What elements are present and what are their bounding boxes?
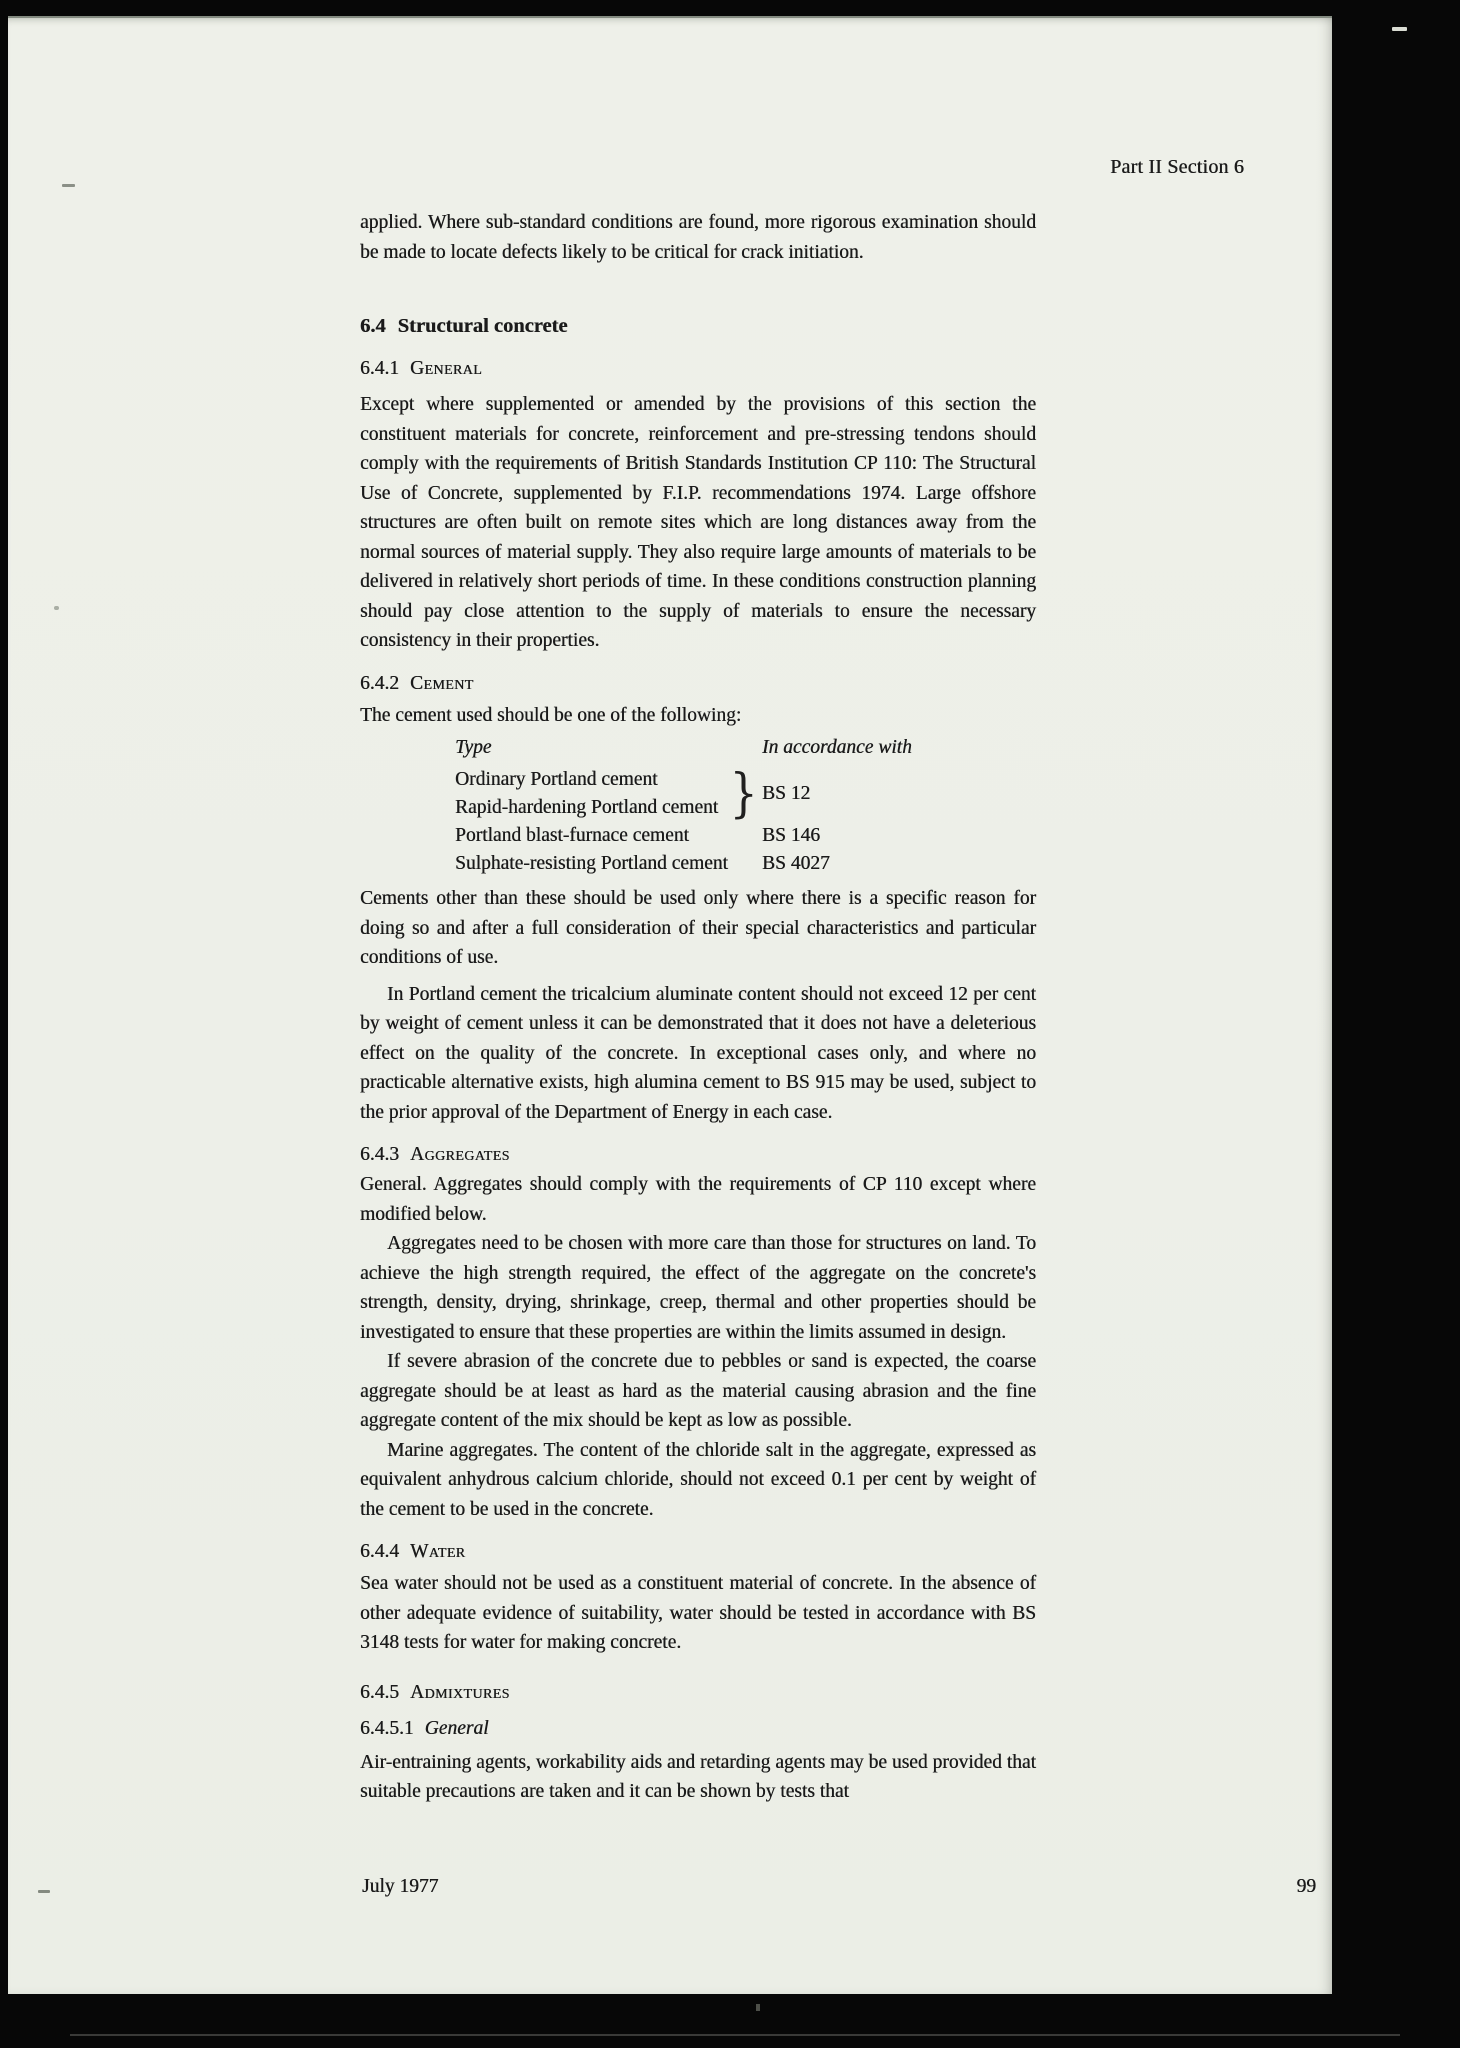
scanner-bed-edge-line	[70, 2034, 1400, 2036]
table-cell-type: Portland blast-furnace cement	[455, 825, 689, 846]
scan-artifact-dash	[62, 184, 75, 187]
paragraph-cements-other: Cements other than these should be used only where there is a specific reason for doing so and after a full consideration of their special characteristics and particular conditions of use.	[360, 888, 1036, 968]
cement-types-table	[455, 732, 1036, 878]
paragraph-aggregates-general: General. Aggregates should comply with the requirements of CP 110 except where modified below.	[360, 1174, 1036, 1225]
braced-cement-types	[455, 766, 727, 821]
subsection-number: 6.4.5	[360, 1681, 399, 1703]
table-cell-type: Sulphate-resisting Portland cement	[455, 853, 728, 874]
running-head: Part II Section 6	[1110, 156, 1244, 178]
table-row	[455, 850, 1036, 878]
footer-date: July 1977	[362, 1876, 439, 1897]
subsection-heading-6-4-4	[360, 1537, 1036, 1567]
brace-icon: }	[729, 763, 758, 824]
scan-artifact-dash	[38, 1890, 50, 1893]
subsection-heading-6-4-1	[360, 354, 1036, 384]
scan-artifact-dot	[756, 2004, 760, 2011]
section-number: 6.4	[360, 315, 386, 337]
subsection-title: General	[424, 1717, 489, 1739]
column-header-type: Type	[455, 737, 492, 758]
footer-page-number: 99	[1296, 1876, 1316, 1897]
table-cell-type: Ordinary Portland cement	[455, 769, 658, 790]
paragraph-general: Except where supplemented or amended by the provisions of this section the constituent materials for concrete, reinforcement and pre-stressing tendons should comply with the requirements of British Standards Institution CP 110: The Structural Use of Concrete, supplemented by F.I.P. recommendations 1974. Large offshore structures are often built on remote sites which are long distances away from the normal sources of material supply. They also require large amounts of materials to be delivered in relatively short periods of time. In these conditions construction planning should pay close attention to the supply of materials to ensure the necessary consistency in their properties.	[360, 394, 1036, 651]
intro-paragraph: applied. Where sub-standard conditions are found, more rigorous examination should be made to locate defects likely to be critical for crack initiation.	[360, 212, 1036, 263]
subsection-number: 6.4.3	[360, 1144, 399, 1165]
subsection-heading-6-4-5-1	[360, 1714, 1036, 1744]
paragraph-water: Sea water should not be used as a constituent material of concrete. In the absence of other adequate evidence of suitability, water should be tested in accordance with BS 3148 tests for water for making concrete.	[360, 1573, 1036, 1653]
subsection-heading-6-4-5	[360, 1678, 1036, 1708]
subsection-title: Cement	[410, 672, 474, 694]
subsection-title: Aggregates	[410, 1144, 510, 1165]
paragraph-aggregates-care: Aggregates need to be chosen with more care than those for structures on land. To achieve the high strength required, the effect of the aggregate on the concrete's strength, density, drying, shrinkage, creep, thermal and other properties should be investigated to ensure that these properties are within the limits assumed in design.	[360, 1233, 1036, 1343]
subsection-heading-6-4-3	[360, 1140, 1036, 1170]
table-header-row	[455, 732, 1036, 763]
table-cell-standard: BS 12	[762, 782, 811, 804]
subsection-number: 6.4.2	[360, 672, 399, 694]
subsection-title: Admixtures	[410, 1681, 510, 1703]
paper-page	[8, 16, 1332, 1994]
table-cell-standard: BS 146	[762, 825, 820, 846]
paragraph-abrasion: If severe abrasion of the concrete due to pebbles or sand is expected, the coarse aggregate should be at least as hard as the material causing abrasion and the fine aggregate content of the mix should be kept as low as possible.	[360, 1351, 1036, 1431]
text-column	[360, 18, 1036, 1807]
paragraph-marine-aggregates: Marine aggregates. The content of the chloride salt in the aggregate, expressed as equivalent anhydrous calcium chloride, should not exceed 0.1 per cent by weight of the cement to be used in the concrete.	[360, 1439, 1036, 1520]
table-cell-type: Rapid-hardening Portland cement	[455, 796, 719, 818]
table-row	[455, 822, 1036, 850]
subsection-title: Water	[410, 1541, 466, 1562]
scan-artifact-dot	[54, 606, 59, 610]
section-title: Structural concrete	[397, 315, 568, 337]
table-cell-standard: BS 4027	[762, 853, 830, 874]
subsection-number: 6.4.1	[360, 358, 399, 379]
paragraph-admixtures: Air-entraining agents, workability aids and retarding agents may be used provided that suitable precautions are taken and it can be shown by tests that	[360, 1751, 1036, 1802]
paragraph-portland-cement: In Portland cement the tricalcium aluminate content should not exceed 12 per cent by weight of cement unless it can be demonstrated that it does not have a deleterious effect on the quality of the concrete. In exceptional cases only, and where no practicable alternative exists, high alumina cement to BS 915 may be used, subject to the prior approval of the Department of Energy in each case.	[360, 983, 1036, 1123]
subsection-number: 6.4.5.1	[360, 1717, 414, 1739]
column-header-in-accordance-with: In accordance with	[762, 737, 912, 758]
subsection-heading-6-4-2	[360, 669, 1036, 699]
scan-artifact-dash	[1392, 27, 1407, 31]
section-heading-6-4	[360, 311, 1036, 341]
table-braced-group	[455, 763, 1036, 824]
paragraph-cement-lead: The cement used should be one of the following:	[360, 704, 742, 726]
subsection-title: General	[410, 358, 483, 379]
subsection-number: 6.4.4	[360, 1541, 399, 1562]
